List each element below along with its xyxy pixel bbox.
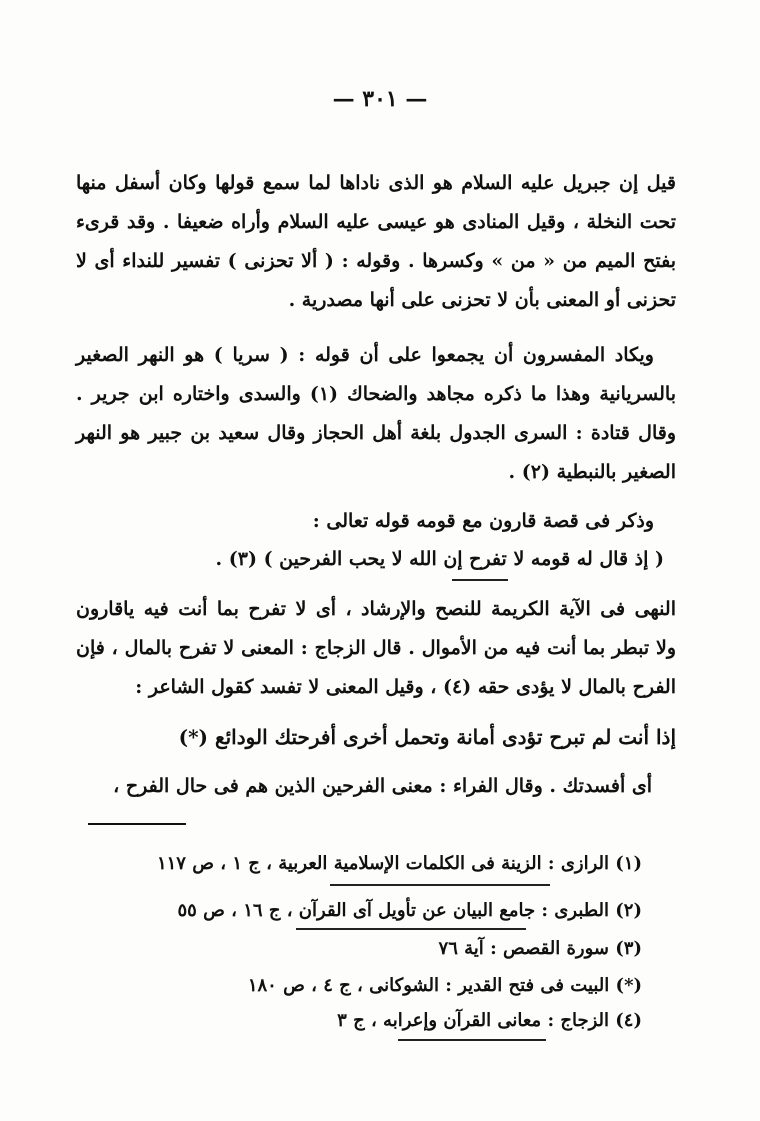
section-heading: وذكر فى قصة قارون مع قومه قوله تعالى : [312,510,654,532]
body-line: وقال قتادة : السرى الجدول بلغة أهل الحجاز وقال سعيد بن جبير هو النهر [76,422,676,444]
body-line: بفتح الميم من « من » وكسرها . وقوله : ( ألا تحزنى ) تفسير للنداء أى لا [76,250,676,272]
underline-mark [296,928,526,930]
body-line: ولا تبطر بما أنت فيه من الأموال . قال الزجاج : المعنى لا تفرح بالمال ، فإن [76,637,676,659]
footnote: (١) الرازى : الزينة فى الكلمات الإسلامية العربية ، ج ١ ، ص ١١٧ [156,853,642,874]
footnote-separator [88,823,186,825]
body-line: النهى فى الآية الكريمة للنصح والإرشاد ، أى لا تفرح بما أنت فيه ياقارون [76,598,676,620]
body-line: تحزنى أو المعنى بأن لا تحزنى على أنها مصدرية . [288,289,676,311]
poetry-verse: إذا أنت لم تبرح تؤدى أمانة وتحمل أخرى أفرحتك الودائع (*) [178,725,676,749]
underline-mark [452,579,508,581]
quran-verse: ( إذ قال له قومه لا تفرح إن الله لا يحب الفرحين ) (٣) . [215,548,664,570]
page-number: — ٣٠١ — [332,86,428,112]
footnote: (٤) الزجاج : معانى القرآن وإعرابه ، ج ٣ [337,1010,642,1031]
body-line: تحت النخلة ، وقيل المنادى هو عيسى عليه السلام وأراه ضعيفا . وقد قرىء [76,211,676,233]
underline-mark [330,884,550,886]
body-line: الصغير بالنبطية (٢) . [508,461,676,483]
body-line: ويكاد المفسرون أن يجمعوا على أن قوله : ( سريا ) هو النهر الصغير [76,344,654,366]
footnote: (٢) الطبرى : جامع البيان عن تأويل آى القرآن ، ج ١٦ ، ص ٥٥ [177,900,642,921]
underline-mark [398,1039,546,1041]
body-line: أى أفسدتك . وقال الفراء : معنى الفرحين الذين هم فى حال الفرح ، [113,775,652,797]
body-line: بالسريانية وهذا ما ذكره مجاهد والضحاك (١) والسدى واختاره ابن جرير . [76,383,676,405]
footnote: (٣) سورة القصص : آية ٧٦ [438,938,642,959]
body-line: الفرح بالمال لا يؤدى حقه (٤) ، وقيل المعنى لا تفسد كقول الشاعر : [135,676,676,698]
body-line: قيل إن جبريل عليه السلام هو الذى ناداها لما سمع قولها وكان أسفل منها [76,172,676,194]
footnote: (*) البيت فى فتح القدير : الشوكانى ، ج ٤ ، ص ١٨٠ [247,975,642,996]
